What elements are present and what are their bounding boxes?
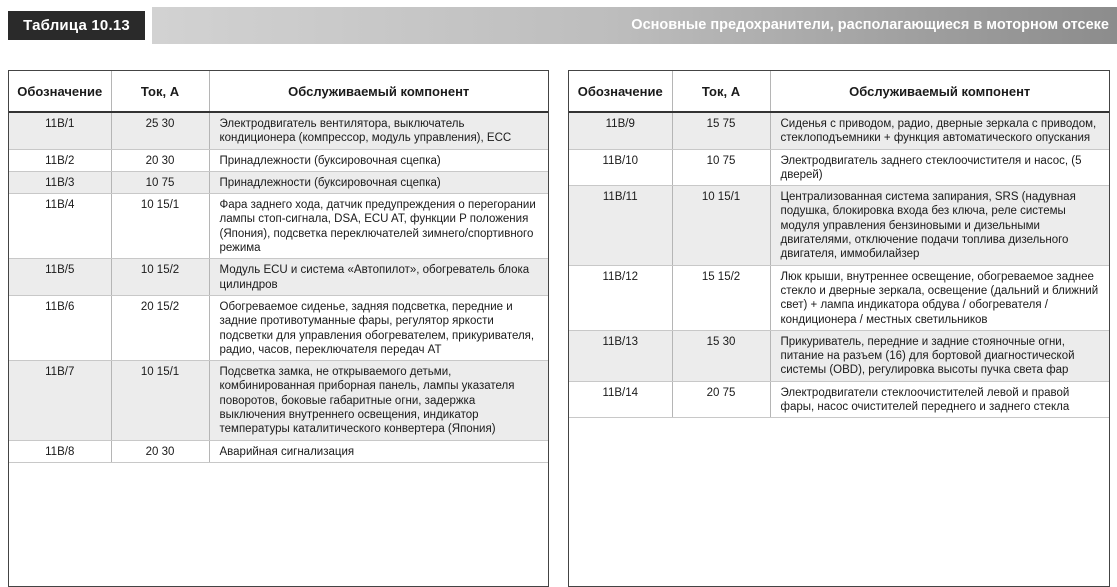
fuse-current: 10 15/2	[111, 259, 209, 296]
table-row	[9, 361, 548, 440]
fuse-component: Сиденья с приводом, радио, дверные зеркала с приводом, стеклоподъемники + функция автоматического опускания	[770, 112, 1109, 149]
fuse-component: Электродвигатель заднего стеклоочистителя и насос, (5 дверей)	[770, 149, 1109, 186]
fuse-designation: 11B/6	[9, 295, 111, 360]
table-row	[9, 112, 548, 149]
right-fuse-table	[568, 70, 1110, 587]
fuse-component: Принадлежности (буксировочная сцепка)	[209, 149, 548, 171]
fuse-designation: 11B/13	[569, 330, 672, 381]
table-row	[569, 186, 1109, 265]
table-row	[9, 295, 548, 360]
fuse-component: Аварийная сигнализация	[209, 440, 548, 462]
fuse-designation: 11B/10	[569, 149, 672, 186]
fuse-current: 10 15/1	[672, 186, 770, 265]
column-header-component: Обслуживаемый компонент	[770, 71, 1109, 112]
title-bar	[0, 7, 1117, 44]
fuse-designation: 11B/2	[9, 149, 111, 171]
fuse-designation: 11B/3	[9, 171, 111, 193]
fuse-component: Централизованная система запирания, SRS (надувная подушка, блокировка входа без ключа, реле системы модуля управления бензиновыми и дизельными двигателями, отключение подачи топлива дизельного двигателя, иммобилайзер	[770, 186, 1109, 265]
fuse-component: Прикуриватель, передние и задние стояночные огни, питание на разъем (16) для бортовой диагностической системы (OBD), регулировка высоты пучка света фар	[770, 330, 1109, 381]
left-table-body	[9, 112, 548, 462]
left-fuse-table	[8, 70, 549, 587]
fuse-designation: 11B/12	[569, 265, 672, 330]
table-row	[569, 265, 1109, 330]
table-number: Таблица 10.13	[8, 11, 145, 40]
table-number-box	[0, 7, 152, 44]
table-row	[9, 194, 548, 259]
fuse-current: 15 75	[672, 112, 770, 149]
fuse-current: 20 75	[672, 381, 770, 418]
table-row	[9, 149, 548, 171]
fuse-component: Люк крыши, внутреннее освещение, обогреваемое заднее стекло и дверные зеркала, освещение (дальний и ближний свет) + лампа индикатора обдува / обогревателя / кондиционера / местных светильников	[770, 265, 1109, 330]
fuse-current: 10 75	[672, 149, 770, 186]
table-caption: Основные предохранители, располагающиеся в моторном отсеке	[631, 17, 1109, 33]
table-row	[569, 149, 1109, 186]
column-header-designation: Обозначение	[569, 71, 672, 112]
column-header-designation: Обозначение	[9, 71, 111, 112]
fuse-current: 20 15/2	[111, 295, 209, 360]
fuse-current: 10 15/1	[111, 361, 209, 440]
fuse-current: 15 15/2	[672, 265, 770, 330]
fuse-current: 10 75	[111, 171, 209, 193]
fuse-designation: 11B/11	[569, 186, 672, 265]
fuse-designation: 11B/4	[9, 194, 111, 259]
table-row	[569, 381, 1109, 418]
fuse-designation: 11B/1	[9, 112, 111, 149]
fuse-current: 20 30	[111, 149, 209, 171]
fuse-current: 25 30	[111, 112, 209, 149]
fuse-component: Фара заднего хода, датчик предупреждения о перегорании лампы стоп-сигнала, DSA, ECU AT, функции P положения (Япония), подсветка переключателей зимнего/спортивного режима	[209, 194, 548, 259]
fuse-designation: 11B/8	[9, 440, 111, 462]
fuse-current: 10 15/1	[111, 194, 209, 259]
fuse-component: Подсветка замка, не открываемого детьми, комбинированная приборная панель, лампы указателя поворотов, боковые габаритные огни, задержка выключения внутреннего освещения, индикатор температуры каталитического конвертера (Япония)	[209, 361, 548, 440]
fuse-component: Электродвигатели стеклоочистителей левой и правой фары, насос очистителей переднего и заднего стекла	[770, 381, 1109, 418]
table-row	[569, 330, 1109, 381]
table-row	[9, 440, 548, 462]
fuse-component: Принадлежности (буксировочная сцепка)	[209, 171, 548, 193]
fuse-designation: 11B/14	[569, 381, 672, 418]
fuse-component: Модуль ECU и система «Автопилот», обогреватель блока цилиндров	[209, 259, 548, 296]
column-header-current: Ток, А	[111, 71, 209, 112]
column-header-component: Обслуживаемый компонент	[209, 71, 548, 112]
table-row	[9, 171, 548, 193]
fuse-designation: 11B/9	[569, 112, 672, 149]
fuse-designation: 11B/7	[9, 361, 111, 440]
right-table-body	[569, 112, 1109, 418]
table-header-row	[569, 71, 1109, 112]
fuse-designation: 11B/5	[9, 259, 111, 296]
table-header-row	[9, 71, 548, 112]
fuse-current: 20 30	[111, 440, 209, 462]
column-header-current: Ток, А	[672, 71, 770, 112]
fuse-component: Электродвигатель вентилятора, выключатель кондиционера (компрессор, модуль управления), ECC	[209, 112, 548, 149]
fuse-component: Обогреваемое сиденье, задняя подсветка, передние и задние противотуманные фары, регулятор яркости подсветки для управления обогревателем, прикуривателя, радио, часов, переключателя передач AT	[209, 295, 548, 360]
fuse-current: 15 30	[672, 330, 770, 381]
table-row	[9, 259, 548, 296]
table-row	[569, 112, 1109, 149]
